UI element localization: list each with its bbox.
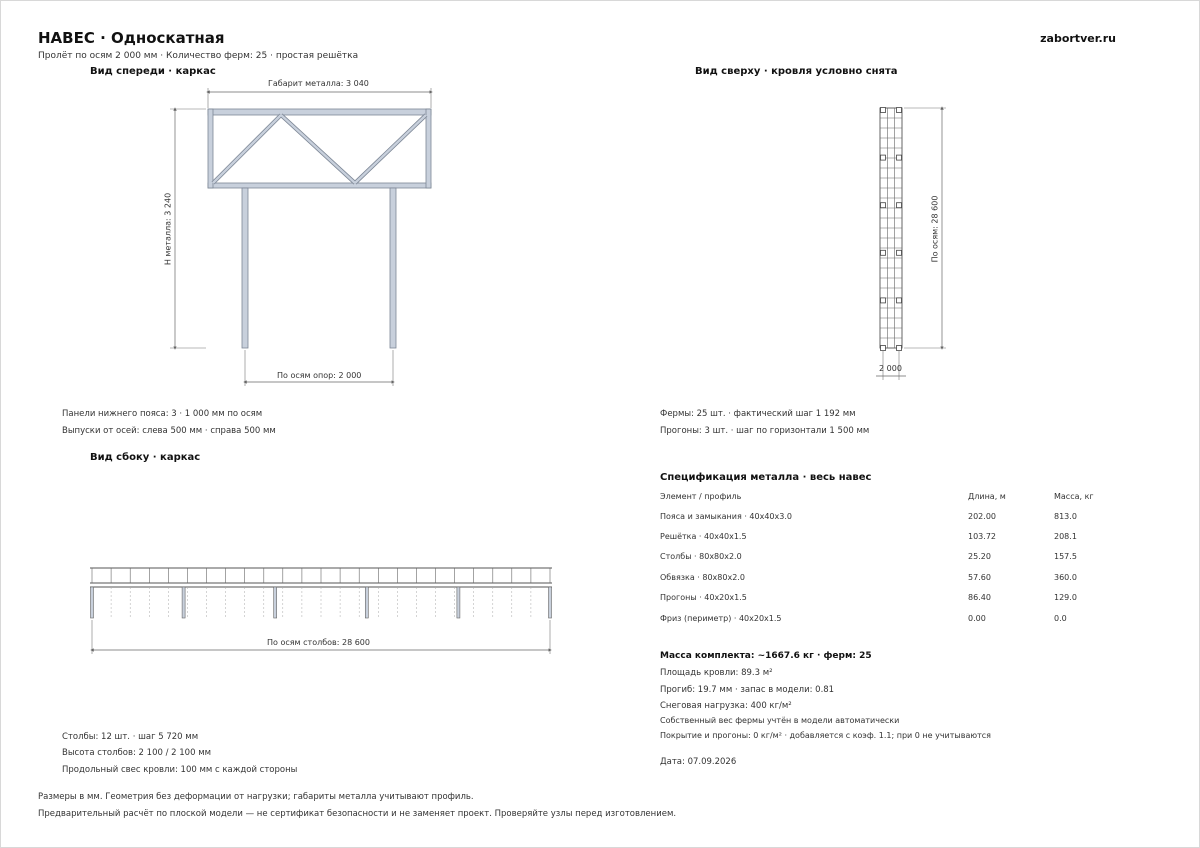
post-marker (897, 250, 902, 255)
top-chord (208, 109, 431, 115)
spec-cell: Прогоны · 40x20x1.5 (660, 593, 747, 602)
top-view-posts (881, 108, 902, 351)
spec-cell: Обвязка · 80x80x2.0 (660, 573, 745, 582)
spec-cell: Фриз (периметр) · 40x20x1.5 (660, 614, 782, 623)
spec-cell: 103.72 (968, 532, 996, 541)
column-left (242, 188, 248, 348)
front-span-dimension-label: По осям опор: 2 000 (277, 371, 362, 380)
top-view-grid (880, 108, 902, 348)
post-marker (881, 298, 886, 303)
post-marker (881, 203, 886, 208)
page-subtitle: Пролёт по осям 2 000 мм · Количество ферм: 25 · простая решётка (38, 51, 359, 61)
post-marker (881, 155, 886, 160)
spec-cell: 157.5 (1054, 552, 1077, 561)
page-title: НАВЕС · Односкатная (38, 29, 225, 47)
top-note: Прогоны: 3 шт. · шаг по горизонтали 1 500 мм (660, 426, 870, 436)
front-note: Панели нижнего пояса: 3 · 1 000 мм по осям (62, 409, 263, 419)
total-mass: Масса комплекта: ~1667.6 кг · ферм: 25 (660, 651, 872, 661)
top-length-dimension-label: По осям: 28 600 (930, 195, 940, 263)
side-length-dimension-label: По осям столбов: 28 600 (267, 638, 370, 647)
side-view-title: Вид сбоку · каркас (90, 452, 201, 463)
side-post (365, 587, 368, 618)
spec-header-cell: Длина, м (968, 492, 1006, 501)
left-end-post (208, 109, 213, 188)
post-marker (881, 250, 886, 255)
side-post (182, 587, 185, 618)
front-view-title: Вид спереди · каркас (90, 66, 216, 77)
spec-cell: 86.40 (968, 593, 991, 602)
spec-title: Спецификация металла · весь навес (660, 472, 872, 483)
summary-line: Покрытие и прогоны: 0 кг/м² · добавляется с коэф. 1.1; при 0 не учитываются (660, 731, 991, 740)
front-width-dimension-label: Габарит металла: 3 040 (268, 79, 369, 88)
side-note: Столбы: 12 шт. · шаг 5 720 мм (62, 732, 199, 742)
post-marker (881, 108, 886, 113)
spec-cell: 813.0 (1054, 512, 1077, 521)
summary-line: Снеговая нагрузка: 400 кг/м² (660, 701, 792, 711)
spec-cell: 129.0 (1054, 593, 1077, 602)
summary-line: Прогиб: 19.7 мм · запас в модели: 0.81 (660, 685, 835, 695)
side-post (457, 587, 460, 618)
side-note: Высота столбов: 2 100 / 2 100 мм (62, 748, 212, 758)
column-right (390, 188, 396, 348)
spec-cell: 202.00 (968, 512, 996, 521)
summary-line: Собственный вес фермы учтён в модели автоматически (660, 716, 900, 725)
top-width-dimension-label: 2 000 (879, 364, 902, 373)
spec-cell: 360.0 (1054, 573, 1077, 582)
spec-cell: 57.60 (968, 573, 991, 582)
bottom-chord (208, 183, 431, 188)
front-height-dimension-label: H металла: 3 240 (163, 192, 173, 266)
side-view-trusses (92, 568, 550, 618)
spec-cell: 0.0 (1054, 614, 1067, 623)
spec-cell: Столбы · 80x80x2.0 (660, 552, 742, 561)
post-marker (897, 108, 902, 113)
post-marker (881, 346, 886, 351)
post-marker (897, 203, 902, 208)
spec-cell: 208.1 (1054, 532, 1077, 541)
spec-cell: Пояса и замыкания · 40x40x3.0 (660, 512, 792, 521)
side-post (274, 587, 277, 618)
side-post (549, 587, 552, 618)
side-note: Продольный свес кровли: 100 мм с каждой стороны (62, 765, 298, 775)
summary-line: Площадь кровли: 89.3 м² (660, 668, 773, 678)
top-view-title: Вид сверху · кровля условно снята (695, 66, 898, 77)
spec-header-cell: Масса, кг (1054, 492, 1094, 501)
site-name: zabortver.ru (1040, 32, 1116, 45)
footer-note: Предварительный расчёт по плоской модели — не сертификат безопасности и не заменяет проект. Проверяйте узлы перед изготовлением. (38, 809, 677, 819)
post-marker (897, 298, 902, 303)
date-label: Дата: 07.09.2026 (660, 757, 737, 767)
front-view-drawing (170, 88, 431, 386)
spec-cell: 25.20 (968, 552, 991, 561)
side-post (91, 587, 94, 618)
spec-header-cell: Элемент / профиль (660, 492, 742, 501)
right-end-post (426, 109, 431, 188)
post-marker (897, 155, 902, 160)
footer-note: Размеры в мм. Геометрия без деформации от нагрузки; габариты металла учитывают профиль. (38, 792, 474, 802)
top-note: Фермы: 25 шт. · фактический шаг 1 192 мм (660, 409, 856, 419)
spec-cell: Решётка · 40x40x1.5 (660, 532, 747, 541)
spec-cell: 0.00 (968, 614, 986, 623)
post-marker (897, 346, 902, 351)
front-note: Выпуски от осей: слева 500 мм · справа 500 мм (62, 426, 276, 436)
